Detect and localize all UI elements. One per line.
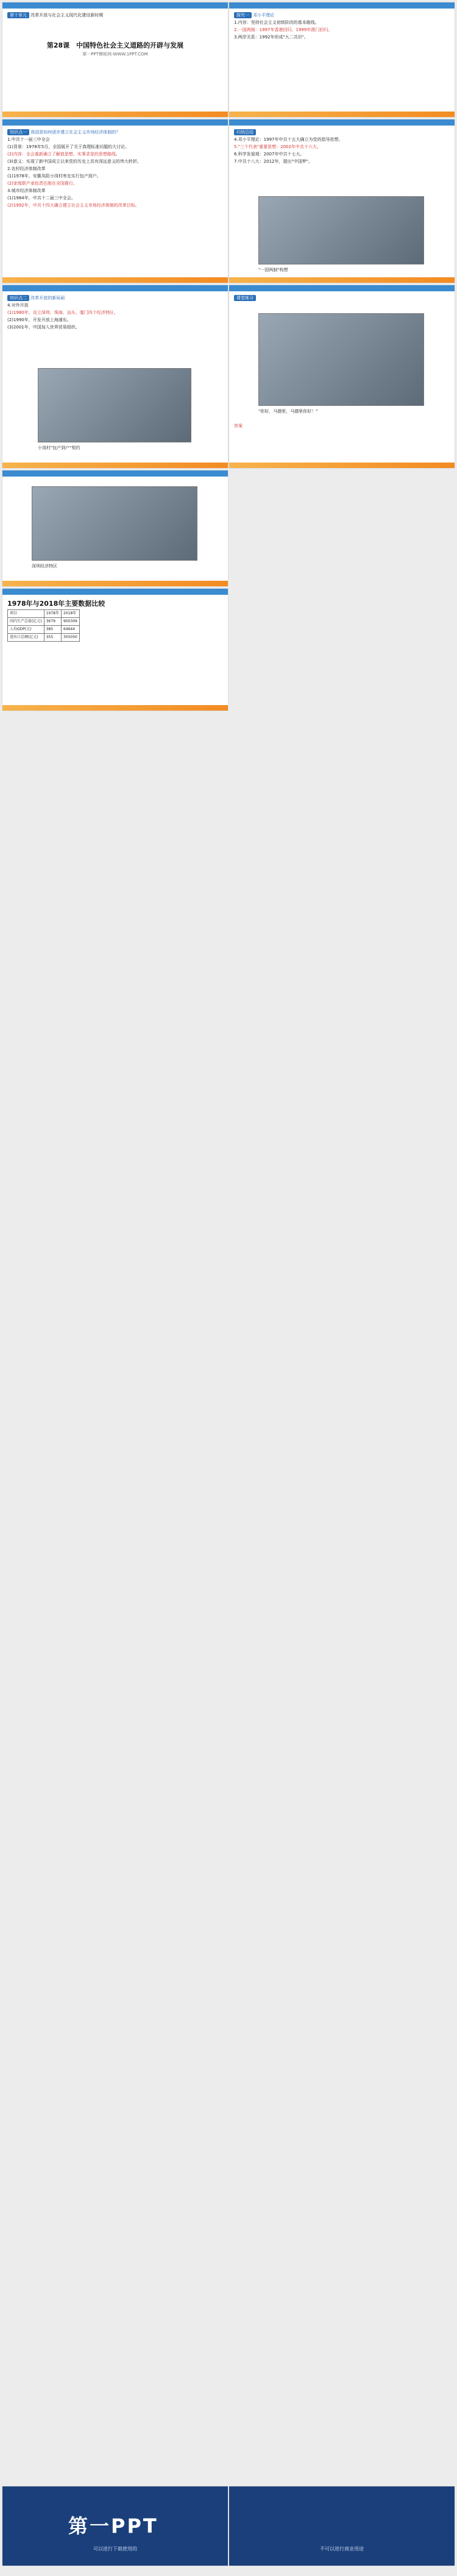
table-header: 项目 <box>8 610 44 618</box>
footer-right: 不可以进行商业用途 <box>320 2546 364 2552</box>
slide-knowledge-one <box>2 119 228 283</box>
photo <box>32 486 197 561</box>
slide-logo <box>2 2486 228 2566</box>
summary: 归纳总结 <box>234 129 256 135</box>
footer-left: 可以进行下载使用的 <box>93 2546 137 2552</box>
photo-caption: 深圳经济特区 <box>32 564 57 569</box>
slide-table <box>2 589 228 711</box>
slide-right-two <box>229 119 455 283</box>
unit-title: 改革开放与社会主义现代化建设新时期 <box>30 13 104 18</box>
table-cell: 900309 <box>61 618 79 626</box>
unit-badge: 第十单元 <box>7 12 29 18</box>
photo <box>258 196 424 264</box>
slide-end <box>229 2486 455 2566</box>
ppt-logo: 第一PPT <box>68 2514 158 2538</box>
content-line: (2)内容：全会重新确立了解放思想、实事求是的思想路线。 <box>7 152 120 157</box>
section-knowledge-two: 知识点二 <box>7 295 29 301</box>
table-cell: 305050 <box>61 634 79 642</box>
content-line: (1)背景：1978年5月，全国展开了关于真理标准问题的大讨论。 <box>7 144 130 149</box>
content-line: 1.内容：坚持社会主义初级阶段的基本路线。 <box>234 20 319 25</box>
photo-caption: "你好，马德里，马德里你好！" <box>258 409 318 414</box>
table-row <box>8 618 80 626</box>
content-line: (1)1980年，设立深圳、珠海、汕头、厦门四个经济特区。 <box>7 310 118 315</box>
content-line: 7.中共十八大：2012年，提出"中国梦"。 <box>234 159 313 164</box>
data-table <box>7 609 80 642</box>
content-line: (2)家庭联产承包责任制在全国推行。 <box>7 181 77 186</box>
content-line: 3.两岸关系：1992年形成"九二共识"。 <box>234 35 308 40</box>
slide-right-one <box>229 2 455 117</box>
table-header: 2018年 <box>61 610 79 618</box>
content-line: (2)1990年，开发开放上海浦东。 <box>7 318 71 322</box>
photo-caption: 小岗村"包产到户"契约 <box>38 445 80 450</box>
content-line: 4.邓小平理论：1997年中共十五大确立为党的指导思想。 <box>234 137 343 142</box>
content-line: 4.对外开放 <box>7 303 29 308</box>
topic-one: 我国是如何逐步建立社会主义市场经济体制的？ <box>30 130 121 135</box>
topic-three: 邓小平理论 <box>253 13 275 18</box>
photo <box>38 368 191 442</box>
table-header: 1978年 <box>44 610 61 618</box>
content-line: (2)1992年，中共十四大确立建立社会主义市场经济体制的改革目标。 <box>7 203 140 208</box>
table-row <box>8 626 80 634</box>
slide-photo <box>2 470 228 586</box>
photo <box>258 313 424 406</box>
content-line: (1)1978年，安徽凤阳小岗村率先实行包产到户。 <box>7 174 101 179</box>
topic-two: 改革开放的新局面 <box>30 296 65 300</box>
table-cell: 385 <box>44 626 61 634</box>
table-cell: 355 <box>44 634 61 642</box>
table-cell: 国内生产总值(亿元) <box>8 618 44 626</box>
table-title: 1978年与2018年主要数据比较 <box>7 600 105 608</box>
content-line: 2.一国两制：1997年香港回归，1999年澳门回归。 <box>234 27 333 32</box>
table-cell: 进出口总额(亿元) <box>8 634 44 642</box>
content-line: 5."三个代表"重要思想：2002年中共十六大。 <box>234 144 321 149</box>
practice: 课堂练习 <box>234 295 256 301</box>
ppt-source: 第一PPT模板网-WWW.1PPT.COM <box>82 52 148 57</box>
content-line: 1.中共十一届三中全会 <box>7 137 50 142</box>
exploration: 探究一 <box>234 12 252 18</box>
lesson-title: 第28课 中国特色社会主义道路的开辟与发展 <box>46 41 184 49</box>
slide-title <box>2 2 228 117</box>
content-line: 2.农村经济体制改革 <box>7 166 46 171</box>
content-line: 3.城市经济体制改革 <box>7 188 46 193</box>
table-cell: 人均GDP(元) <box>8 626 44 634</box>
content-line: (3)意义：实现了新中国成立以来党的历史上具有深远意义的伟大转折。 <box>7 159 141 164</box>
table-cell: 64644 <box>61 626 79 634</box>
content-line: (1)1984年，中共十二届三中全会。 <box>7 196 76 200</box>
slide-knowledge-two <box>2 285 228 468</box>
answer-label: 答案 <box>234 424 243 428</box>
table-cell: 3679 <box>44 618 61 626</box>
slide-right-three <box>229 285 455 468</box>
content-line: (3)2001年，中国加入世界贸易组织。 <box>7 325 80 330</box>
content-line: 6.科学发展观：2007年中共十七大。 <box>234 152 305 157</box>
section-knowledge: 知识点一 <box>7 129 29 135</box>
photo-caption: "一国两制"构想 <box>258 268 288 272</box>
table-row <box>8 634 80 642</box>
